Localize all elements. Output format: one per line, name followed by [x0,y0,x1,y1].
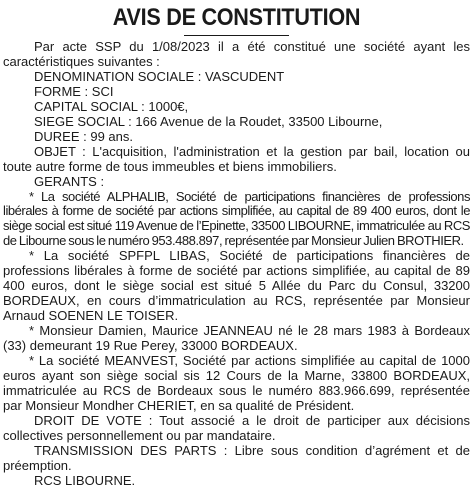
gerant-item-alphalib: * La société ALPHALIB, Société de participations financières de professions libérales à forme de société par actions simplifiée, au capital de 89 400 euros, dont le siège social est situé 119 Avenue de l’Epinette, 33500 LIBOURNE, immatriculée au RCS de Libourne sous le numéro 953.488.897, représentée par Monsieur Julien BROTHIER. [3,188,470,249]
objet-paragraph: OBJET : L'acquisition, l'administration et la gestion par bail, location ou toute autre forme de tous immeubles et biens immobiliers. [3,143,470,174]
duree-line: DUREE : 99 ans. [34,128,133,144]
title-underline [184,35,289,36]
gerant-item-libas: * La société SPFPL LIBAS, Société de participations financières de professions libérales à forme de société par actions simplifiée, au capital de 89 400 euros, dont le siège social est situé 5 Allée du Parc du Consul, 33200 BORDEAUX, en cours d’immatriculation au RCS, représentée par Monsieur Arnaud SOENEN LE TOISER. [3,248,470,324]
rcs-line: RCS LIBOURNE. [34,472,136,488]
denomination-line: DENOMINATION SOCIALE : VASCUDENT [34,68,285,84]
transmission-paragraph: TRANSMISSION DES PARTS : Libre sous condition d’agrément et de préemption. [3,442,470,473]
droit-de-vote-paragraph: DROIT DE VOTE : Tout associé a le droit de participer aux décisions collectives personnellement ou par mandataire. [3,412,470,443]
gerant-item-meanvest: * La société MEANVEST, Société par actions simplifiée au capital de 1000 euros ayant son siège social sis 12 Cours de la Marne, 33800 BORDEAUX, immatriculée au RCS de Bordeaux sous le numéro 883.966.699, représentée par Monsieur Mondher CHERIET, en sa qualité de Président. [3,353,470,413]
siege-line: SIEGE SOCIAL : 166 Avenue de la Roudet, 33500 Libourne, [34,113,383,129]
notice-title: AVIS DE CONSTITUTION [112,4,361,31]
intro-paragraph: Par acte SSP du 1/08/2023 il a été constitué une société ayant les caractéristiques suivantes : [3,39,470,69]
gerant-item-jeanneau: * Monsieur Damien, Maurice JEANNEAU né le 28 mars 1983 à Bordeaux (33) demeurant 19 Rue Perey, 33000 BORDEAUX. [3,323,470,354]
capital-line: CAPITAL SOCIAL : 1000€, [34,98,189,114]
forme-line: FORME : SCI [34,83,114,99]
notice-body [3,40,470,489]
gerants-heading: GERANTS : [34,173,105,189]
